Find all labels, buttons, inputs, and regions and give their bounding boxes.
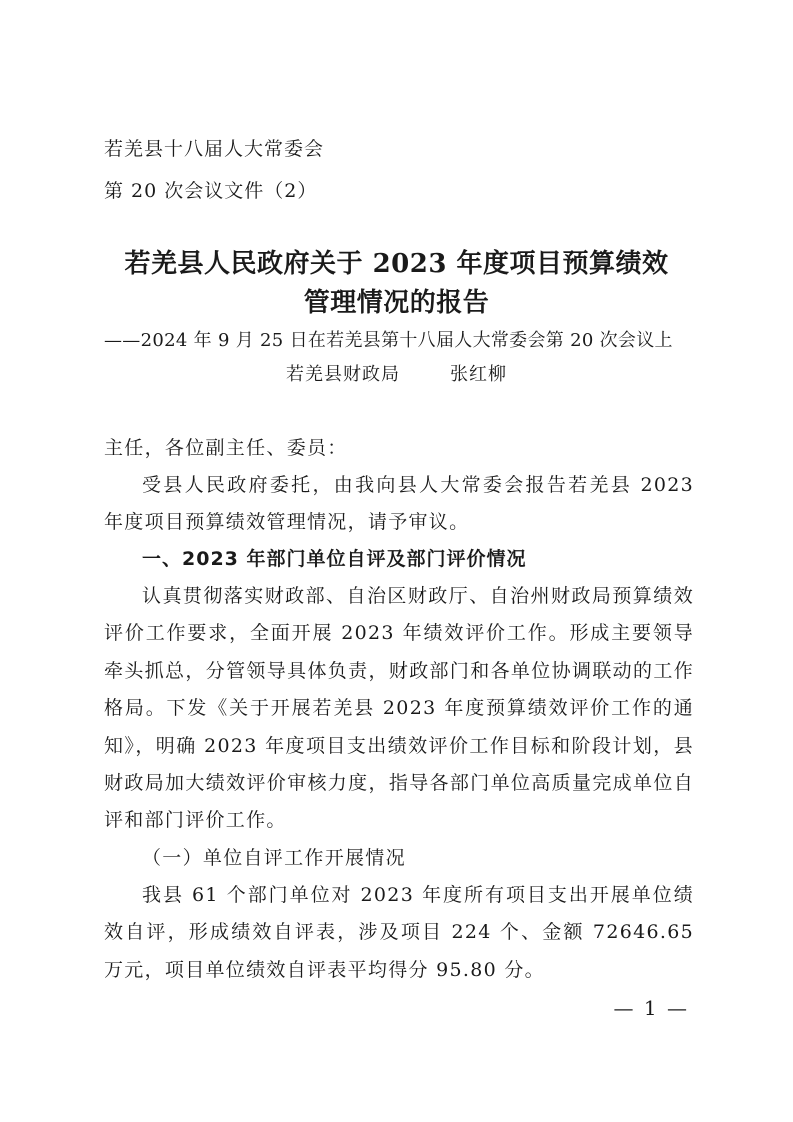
document-number: 第 20 次会议文件（2） [104,180,318,202]
author-organization: 若羌县财政局 [286,364,400,385]
paragraph-subsection-1: 我县 61 个部门单位对 2023 年度所有项目支出开展单位绩效自评，形成绩效自评表，涉及项目 224 个、金额 72646.65 万元，项目单位绩效自评表平均得分 95.80 分。 [104,884,694,981]
report-title-line-1: 若羌县人民政府关于 2023 年度项目预算绩效 [124,249,669,279]
subsection-heading-1: （一）单位自评工作开展情况 [142,847,406,869]
report-subtitle: ——2024 年 9 月 25 日在若羌县第十八届人大常委会第 20 次会议上 [104,330,673,351]
paragraph-intro: 受县人民政府委托，由我向县人大常委会报告若羌县 2023 年度项目预算绩效管理情况，请予审议。 [104,474,694,534]
salutation: 主任，各位副主任、委员： [104,437,348,459]
author-name: 张红柳 [450,364,507,385]
report-title-line-2: 管理情况的报告 [303,288,490,318]
report-author [0,360,793,386]
page-number: — 1 — [613,996,689,1020]
section-heading-1: 一、2023 年部门单位自评及部门评价情况 [142,548,527,570]
session-label: 若羌县十八届人大常委会 [104,138,325,160]
paragraph-section-1: 认真贯彻落实财政部、自治区财政厅、自治州财政局预算绩效评价工作要求，全面开展 2023 年绩效评价工作。形成主要领导牵头抓总，分管领导具体负责，财政部门和各单位协调联动的工作格局。下发《关于开展若羌县 2023 年度预算绩效评价工作的通知》，明确 2023 年度项目支出绩效评价工作目标和阶段计划，县财政局加大绩效评价审核力度，指导各部门单位高质量完成单位自评和部门评价工作。 [104,585,694,832]
